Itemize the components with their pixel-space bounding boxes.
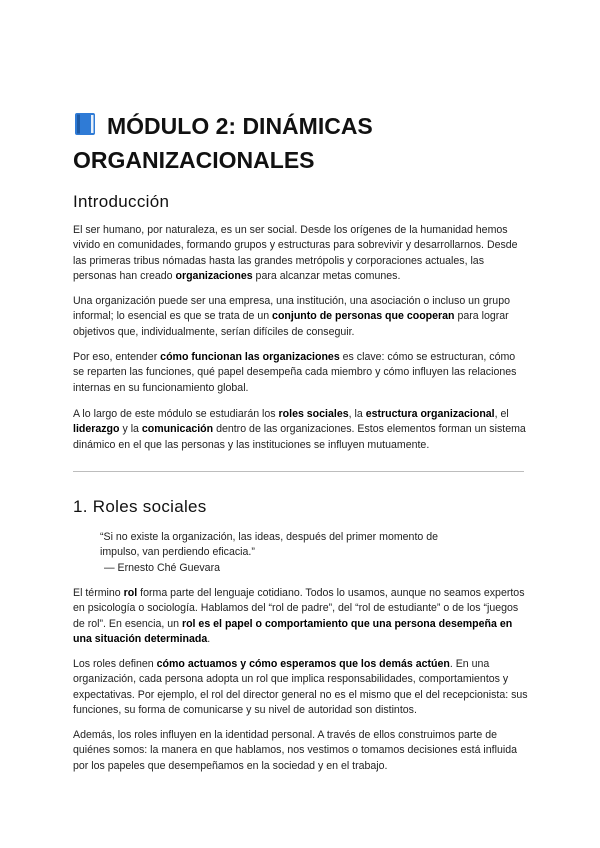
quote-text: “Si no existe la organización, las ideas, después del primer momento de impulso, van perdiendo eficacia.” (100, 531, 439, 559)
roles-heading: 1. Roles sociales (73, 497, 207, 516)
text-run: para lograr objetivos que, individualmente, serían difíciles de conseguir. (73, 310, 509, 338)
text-run: para alcanzar metas comunes. (252, 270, 401, 283)
text-run: . (207, 633, 211, 646)
text-run: El término (73, 587, 124, 599)
bold-text: roles sociales (278, 408, 349, 420)
bold-text: liderazgo (73, 423, 120, 436)
text-run: , la (348, 408, 366, 420)
text-run: forma parte del lenguaje cotidiano. Todos lo usamos, aunque no seamos expertos en psicología o sociología. Hablamos del “rol de padre”, del “rol de estudiante” o de los “juegos de rol”. En esencia, un (73, 587, 525, 630)
text-run: El ser humano, por naturaleza, es un ser social. Desde los orígenes de la humanidad hemos vivido en comunidades, formando grupos y estructuras para sobrevivir y desarrollarnos. Desde las primeras tribus nómadas hasta las grandes metrópolis y corporaciones actuales, las personas han creado (73, 224, 518, 283)
intro-paragraph-2 (73, 294, 528, 340)
roles-paragraph-2 (73, 657, 528, 719)
bold-text: rol es el papel o comportamiento que una persona desempeña en una situación determinada (73, 617, 513, 646)
text-run: . En una organización, cada persona adopta un rol que implica responsabilidades, comportamientos y expectativas. Por ejemplo, el rol del director general no es el mismo que el del recepcionista: sus funciones, su forma de comunicarse y su nivel de autoridad son distintos. (73, 658, 528, 717)
text-run: Una organización puede ser una empresa, una institución, una asociación o incluso un grupo informal; lo esencial es que se trata de un (73, 295, 510, 323)
roles-paragraph-3 (73, 728, 528, 774)
bold-text: cómo actuamos y cómo esperamos que los demás actúen (156, 658, 450, 670)
blockquote (100, 530, 480, 576)
text-run: Por eso, entender (73, 351, 161, 363)
text-run: A lo largo de este módulo se estudiarán los (73, 408, 279, 420)
quote-author: — Ernesto Ché Guevara (104, 561, 220, 574)
page-title-text: MÓDULO 2: DINÁMICAS ORGANIZACIONALES (73, 113, 373, 173)
roles-paragraph-1 (73, 586, 528, 648)
text-run: , el (494, 408, 509, 420)
page-title (73, 110, 533, 176)
bold-text: conjunto de personas que cooperan (272, 310, 455, 323)
bold-text: estructura organizacional (365, 408, 495, 420)
bold-text: cómo funcionan las organizaciones (160, 351, 340, 363)
intro-paragraph-1 (73, 223, 528, 285)
text-run: es clave: cómo se estructuran, cómo se reparten las funciones, qué papel desempeña cada miembro y cómo influyen las relaciones internas en su funcionamiento global. (73, 351, 517, 394)
bold-text: rol (123, 587, 138, 599)
section-divider (73, 471, 524, 472)
text-run: y la (119, 423, 142, 436)
bold-text: comunicación (141, 423, 214, 436)
intro-paragraph-4 (73, 407, 528, 453)
intro-paragraph-3 (73, 350, 528, 396)
book-icon (73, 112, 97, 144)
text-run: Además, los roles influyen en la identidad personal. A través de ellos construimos parte de quiénes somos: la manera en que hablamos, nos vestimos o tomamos decisiones está influida por los papeles que desempeñamos en la sociedad y en el trabajo. (73, 729, 518, 772)
text-run: dentro de las organizaciones. Estos elementos forman un sistema dinámico en el que las personas y las instituciones se influyen mutuamente. (73, 423, 526, 451)
intro-heading: Introducción (73, 192, 170, 211)
text-run: Los roles definen (73, 658, 157, 670)
bold-text: organizaciones (175, 270, 253, 283)
